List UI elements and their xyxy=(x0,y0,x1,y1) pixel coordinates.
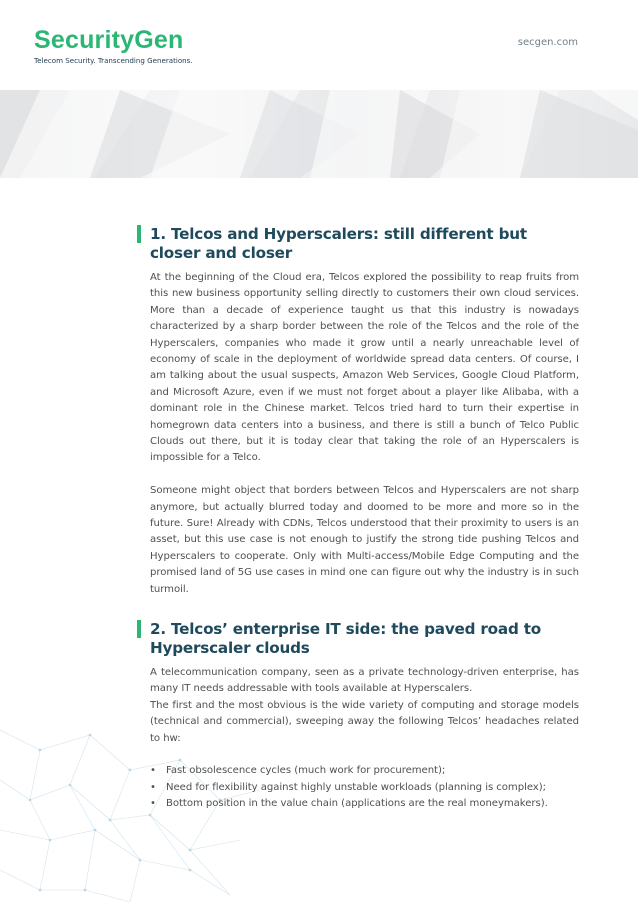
section-2 xyxy=(150,620,579,813)
list-item: • Bottom position in the value chain (applications are the real moneymakers). xyxy=(150,796,579,812)
page-header xyxy=(0,0,638,90)
section-1-paragraph-2: Someone might object that borders between Telcos and Hyperscalers are not sharp anymore, but actually blurred today and doomed to be more and more so in the future. Sure! Already with CDNs, Telcos understood that their proximity to users is an asset, but this use case is not enough to justify the strong tide pushing Telcos and Hyperscalers to cooperate. Only with Multi-access/Mobile Edge Computing and the promised land of 5G use cases in mind one can figure out why the industry is in such turmoil. xyxy=(150,485,579,595)
hw-headaches-list xyxy=(150,763,579,812)
logo-wordmark: SecurityGen xyxy=(34,26,184,54)
section-1 xyxy=(150,225,579,598)
list-item: • Need for flexibility against highly unstable workloads (planning is complex); xyxy=(150,780,579,796)
list-item: • Fast obsolescence cycles (much work for procurement); xyxy=(150,763,579,779)
securitygen-logo xyxy=(34,26,193,65)
section-2-title: 2. Telcos’ enterprise IT side: the paved road to Hyperscaler clouds xyxy=(150,620,542,657)
logo-tagline: Telecom Security. Transcending Generations. xyxy=(34,56,193,65)
section-1-title: 1. Telcos and Hyperscalers: still different but closer and closer xyxy=(150,225,527,262)
section-2-paragraph-2: The first and the most obvious is the wide variety of computing and storage models (technical and commercial), sweeping away the following Telcos’ headaches related to hw: xyxy=(150,699,579,744)
section-1-paragraph-1: At the beginning of the Cloud era, Telcos explored the possibility to reap fruits from this new business opportunity selling directly to customers their own cloud services. More than a decade of experience taught us that this industry is nowadays characterized by a sharp border between the role of the Telcos and the role of the Hyperscalers, companies who made it grow until a nearly unreachable level of economy of scale in the deployment of worldwide spread data centers. Of course, I am talking about the usual suspects, Amazon Web Services, Google Cloud Platform, and Microsoft Azure, even if we must not forget about a player like Alibaba, with a dominant role in the Chinese market. Telcos tried hard to turn their expertise in homegrown data centers into a business, and there is still a bunch of Telco Public Clouds out there, but it is today clear that taking the role of an Hyperscalers is impossible for a Telco. xyxy=(150,272,579,464)
geometric-pattern-icon xyxy=(0,90,638,178)
section-accent-bar xyxy=(137,620,141,638)
site-url: secgen.com xyxy=(517,37,578,48)
section-accent-bar xyxy=(137,225,141,243)
decorative-banner xyxy=(0,90,638,178)
section-2-paragraph-1: A telecommunication company, seen as a private technology-driven enterprise, has many IT needs addressable with tools available at Hyperscalers. xyxy=(150,667,579,695)
